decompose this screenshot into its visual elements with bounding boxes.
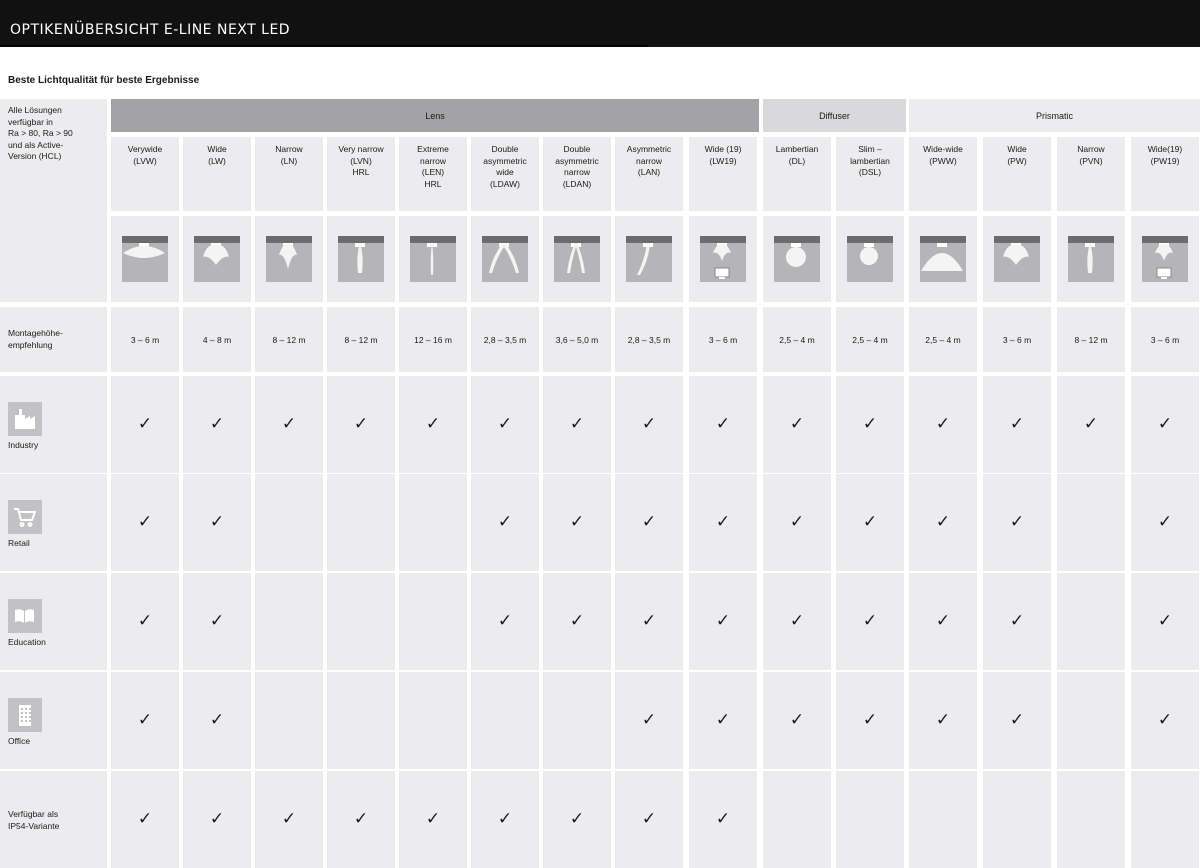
check-cell [689, 474, 757, 571]
row-label-text [8, 736, 30, 748]
checkmark-icon: ✓ [353, 413, 369, 433]
text-line: Ra > 80, Ra > 90 [8, 128, 73, 138]
row-label-text [8, 538, 30, 550]
mounting-height-value: 2,8 – 3,5 m [471, 307, 539, 372]
checkmark-icon: ✓ [1157, 413, 1173, 433]
check-cell [983, 573, 1051, 670]
group-header-prismatic: Prismatic [909, 99, 1200, 132]
check-cell [1057, 573, 1125, 670]
light-distribution-icon [409, 235, 457, 283]
light-distribution-icon [846, 235, 894, 283]
book-icon [8, 599, 42, 633]
checkmark-icon: ✓ [641, 511, 657, 531]
check-cell [763, 573, 831, 670]
text-line: und als Active- [8, 139, 64, 150]
check-cell [399, 474, 467, 571]
column-name-line: (LVN) [350, 155, 372, 166]
check-cell [255, 771, 323, 868]
column-name-line: Wide(19) [1147, 144, 1183, 154]
check-cell [543, 672, 611, 769]
optic-diagram-cell [983, 216, 1051, 302]
column-header-1 [183, 137, 251, 211]
row-label-text [8, 440, 38, 452]
column-name-line: Asymmetric [626, 144, 672, 154]
optic-diagram-cell [1131, 216, 1199, 302]
header-rule [0, 45, 648, 47]
optic-diagram-cell [689, 216, 757, 302]
checkmark-icon: ✓ [569, 511, 585, 531]
column-name-line: Wide [1007, 144, 1027, 154]
check-cell [909, 474, 977, 571]
light-distribution-icon [265, 235, 313, 283]
column-name-line: Wide-wide [923, 144, 963, 154]
column-name-line: HRL [424, 178, 442, 189]
column-name-line: (PVN) [1079, 155, 1103, 166]
column-name-line: (PWW) [929, 155, 957, 166]
checkmark-icon: ✓ [935, 511, 951, 531]
checkmark-icon: ✓ [789, 610, 805, 630]
check-cell [689, 376, 757, 473]
check-cell [615, 474, 683, 571]
row-label-4 [0, 771, 107, 868]
column-name-line: Slim – [858, 144, 882, 154]
column-name-line: Verywide [127, 144, 163, 154]
checkmark-icon: ✓ [641, 610, 657, 630]
check-cell [1131, 376, 1199, 473]
check-cell [615, 771, 683, 868]
checkmark-icon: ✓ [353, 808, 369, 828]
check-cell [543, 376, 611, 473]
check-cell [255, 376, 323, 473]
column-name-line: (LVW) [133, 155, 157, 166]
light-distribution-icon [121, 235, 169, 283]
column-header-0 [111, 137, 179, 211]
checkmark-icon: ✓ [641, 808, 657, 828]
text-line: empfehlung [8, 339, 53, 350]
checkmark-icon: ✓ [137, 511, 153, 531]
light-distribution-icon [773, 235, 821, 283]
check-cell [836, 474, 904, 571]
checkmark-icon: ✓ [425, 808, 441, 828]
page-subtitle: Beste Lichtqualität für beste Ergebnisse [8, 75, 200, 86]
check-cell [471, 771, 539, 868]
text-line: Version (HCL) [8, 151, 62, 161]
shopping-cart-icon [8, 500, 42, 534]
check-cell [111, 376, 179, 473]
light-distribution-icon [625, 235, 673, 283]
check-cell [836, 771, 904, 868]
mounting-height-value: 2,5 – 4 m [909, 307, 977, 372]
check-cell [183, 376, 251, 473]
check-cell [327, 376, 395, 473]
column-name-line: HRL [352, 167, 370, 177]
row-label-1 [0, 474, 107, 571]
light-distribution-icon [553, 235, 601, 283]
check-cell [763, 771, 831, 868]
check-cell [327, 672, 395, 769]
check-cell [183, 672, 251, 769]
check-cell [399, 376, 467, 473]
light-distribution-icon [481, 235, 529, 283]
check-cell [983, 771, 1051, 868]
column-name-line: asymmetric [555, 155, 599, 166]
column-name-line: (PW19) [1150, 155, 1180, 166]
column-header-13 [1057, 137, 1125, 211]
corner-note-cell [0, 99, 107, 302]
check-cell [1057, 376, 1125, 473]
checkmark-icon: ✓ [137, 610, 153, 630]
check-cell [909, 672, 977, 769]
check-cell [111, 672, 179, 769]
light-distribution-icon [699, 235, 747, 283]
check-cell [763, 376, 831, 473]
mounting-height-value: 8 – 12 m [1057, 307, 1125, 372]
check-cell [909, 771, 977, 868]
column-header-8 [689, 137, 757, 211]
check-cell [111, 771, 179, 868]
check-cell [399, 771, 467, 868]
checkmark-icon: ✓ [641, 413, 657, 433]
checkmark-icon: ✓ [497, 610, 513, 630]
check-cell [111, 573, 179, 670]
check-cell [1131, 672, 1199, 769]
checkmark-icon: ✓ [1157, 709, 1173, 729]
check-cell [255, 672, 323, 769]
checkmark-icon: ✓ [935, 610, 951, 630]
checkmark-icon: ✓ [1083, 413, 1099, 433]
check-cell [1131, 474, 1199, 571]
row-label-3 [0, 672, 107, 769]
check-cell [836, 573, 904, 670]
checkmark-icon: ✓ [715, 709, 731, 729]
checkmark-icon: ✓ [209, 709, 225, 729]
check-cell [836, 672, 904, 769]
check-cell [327, 771, 395, 868]
checkmark-icon: ✓ [209, 610, 225, 630]
check-cell [1131, 573, 1199, 670]
check-cell [909, 376, 977, 473]
column-header-7 [615, 137, 683, 211]
check-cell [983, 672, 1051, 769]
checkmark-icon: ✓ [137, 709, 153, 729]
check-cell [1057, 672, 1125, 769]
check-cell [689, 672, 757, 769]
column-name-line: (DL) [788, 155, 806, 166]
check-cell [543, 573, 611, 670]
light-distribution-icon [993, 235, 1041, 283]
optic-diagram-cell [183, 216, 251, 302]
optic-diagram-cell [615, 216, 683, 302]
checkmark-icon: ✓ [715, 808, 731, 828]
optic-diagram-cell [471, 216, 539, 302]
light-distribution-icon [1141, 235, 1189, 283]
column-header-12 [983, 137, 1051, 211]
checkmark-icon: ✓ [569, 413, 585, 433]
check-cell [763, 474, 831, 571]
mounting-height-value: 3 – 6 m [983, 307, 1051, 372]
column-name-line: Double [491, 144, 519, 154]
checkmark-icon: ✓ [425, 413, 441, 433]
check-cell [183, 573, 251, 670]
column-name-line: Very narrow [338, 144, 384, 154]
mounting-height-value: 2,5 – 4 m [836, 307, 904, 372]
column-name-line: (LDAN) [562, 178, 592, 189]
mounting-height-value: 2,8 – 3,5 m [615, 307, 683, 372]
optic-diagram-cell [909, 216, 977, 302]
column-name-line: Wide (19) [704, 144, 742, 154]
row-label-text [8, 637, 46, 649]
text-line: Office [8, 736, 31, 746]
check-cell [255, 573, 323, 670]
column-name-line: narrow [420, 155, 446, 166]
check-cell [327, 474, 395, 571]
check-cell [1057, 771, 1125, 868]
column-header-6 [543, 137, 611, 211]
column-name-line: Narrow [275, 144, 303, 154]
text-line: IP54-Variante [8, 820, 60, 831]
optic-diagram-cell [399, 216, 467, 302]
mounting-height-value: 3 – 6 m [689, 307, 757, 372]
checkmark-icon: ✓ [497, 413, 513, 433]
check-cell [111, 474, 179, 571]
check-cell [983, 376, 1051, 473]
mounting-height-value: 8 – 12 m [255, 307, 323, 372]
check-cell [399, 672, 467, 769]
column-name-line: (DSL) [858, 167, 882, 177]
mounting-height-value: 3,6 – 5,0 m [543, 307, 611, 372]
check-cell [543, 771, 611, 868]
column-name-line: (LDAW) [490, 178, 520, 189]
checkmark-icon: ✓ [569, 610, 585, 630]
check-cell [1057, 474, 1125, 571]
checkmark-icon: ✓ [715, 511, 731, 531]
column-name-line: (LAN) [637, 167, 661, 177]
column-name-line: asymmetric [483, 155, 527, 166]
column-name-line: (LW) [208, 155, 226, 166]
column-name-line: narrow [564, 167, 590, 177]
check-cell [471, 474, 539, 571]
checkmark-icon: ✓ [497, 511, 513, 531]
column-name-line: narrow [636, 155, 662, 166]
group-header-lens: Lens [111, 99, 759, 132]
check-cell [327, 573, 395, 670]
mounting-height-value: 12 – 16 m [399, 307, 467, 372]
checkmark-icon: ✓ [137, 808, 153, 828]
column-name-line: Wide [207, 144, 227, 154]
checkmark-icon: ✓ [281, 808, 297, 828]
check-cell [689, 771, 757, 868]
checkmark-icon: ✓ [1009, 511, 1025, 531]
text-line: Industry [8, 440, 39, 450]
check-cell [836, 376, 904, 473]
check-cell [471, 376, 539, 473]
checkmark-icon: ✓ [935, 709, 951, 729]
check-cell [615, 672, 683, 769]
text-line: Alle Lösungen [8, 105, 62, 115]
check-cell [689, 573, 757, 670]
column-header-14 [1131, 137, 1199, 211]
mounting-height-value: 3 – 6 m [111, 307, 179, 372]
check-cell [399, 573, 467, 670]
check-cell [471, 573, 539, 670]
checkmark-icon: ✓ [1157, 511, 1173, 531]
office-building-icon [8, 698, 42, 732]
checkmark-icon: ✓ [209, 413, 225, 433]
check-cell [615, 573, 683, 670]
column-name-line: (LW19) [709, 155, 737, 166]
optic-diagram-cell [543, 216, 611, 302]
header-bar [0, 0, 1200, 47]
checkmark-icon: ✓ [862, 610, 878, 630]
column-header-5 [471, 137, 539, 211]
column-name-line: (LN) [280, 155, 298, 166]
text-line: verfügbar in [8, 116, 53, 127]
light-distribution-icon [919, 235, 967, 283]
light-distribution-icon [193, 235, 241, 283]
column-name-line: Extreme [417, 144, 449, 154]
text-line: Verfügbar als [8, 809, 59, 819]
height-row-label [0, 307, 107, 372]
checkmark-icon: ✓ [862, 511, 878, 531]
optic-diagram-cell [111, 216, 179, 302]
checkmark-icon: ✓ [497, 808, 513, 828]
column-header-9 [763, 137, 831, 211]
column-name-line: (LEN) [421, 167, 445, 177]
optic-diagram-cell [1057, 216, 1125, 302]
check-cell [543, 474, 611, 571]
checkmark-icon: ✓ [1009, 413, 1025, 433]
page-title: OPTIKENÜBERSICHT E-LINE NEXT LED [10, 22, 291, 38]
column-name-line: lambertian [850, 155, 890, 166]
optic-diagram-cell [763, 216, 831, 302]
checkmark-icon: ✓ [1009, 709, 1025, 729]
column-name-line: (PW) [1007, 155, 1027, 166]
group-header-diffuser: Diffuser [763, 99, 906, 132]
column-header-4 [399, 137, 467, 211]
column-name-line: Lambertian [775, 144, 819, 154]
checkmark-icon: ✓ [209, 808, 225, 828]
checkmark-icon: ✓ [137, 413, 153, 433]
checkmark-icon: ✓ [935, 413, 951, 433]
check-cell [183, 474, 251, 571]
check-cell [909, 573, 977, 670]
checkmark-icon: ✓ [789, 413, 805, 433]
row-label-0 [0, 376, 107, 473]
check-cell [763, 672, 831, 769]
check-cell [983, 474, 1051, 571]
checkmark-icon: ✓ [789, 511, 805, 531]
checkmark-icon: ✓ [209, 511, 225, 531]
factory-icon [8, 402, 42, 436]
check-cell [615, 376, 683, 473]
column-name-line: Narrow [1077, 144, 1105, 154]
row-label-2 [0, 573, 107, 670]
checkmark-icon: ✓ [715, 610, 731, 630]
check-cell [183, 771, 251, 868]
column-header-3 [327, 137, 395, 211]
checkmark-icon: ✓ [715, 413, 731, 433]
checkmark-icon: ✓ [1009, 610, 1025, 630]
checkmark-icon: ✓ [1157, 610, 1173, 630]
checkmark-icon: ✓ [862, 413, 878, 433]
column-name-line: Double [563, 144, 591, 154]
checkmark-icon: ✓ [789, 709, 805, 729]
text-line: Retail [8, 538, 30, 548]
checkmark-icon: ✓ [641, 709, 657, 729]
checkmark-icon: ✓ [862, 709, 878, 729]
column-header-11 [909, 137, 977, 211]
mounting-height-value: 8 – 12 m [327, 307, 395, 372]
optic-diagram-cell [255, 216, 323, 302]
optic-diagram-cell [327, 216, 395, 302]
text-line: Education [8, 637, 46, 647]
column-header-2 [255, 137, 323, 211]
mounting-height-value: 4 – 8 m [183, 307, 251, 372]
column-header-10 [836, 137, 904, 211]
light-distribution-icon [337, 235, 385, 283]
column-name-line: wide [496, 167, 514, 177]
mounting-height-value: 3 – 6 m [1131, 307, 1199, 372]
optic-diagram-cell [836, 216, 904, 302]
light-distribution-icon [1067, 235, 1115, 283]
check-cell [255, 474, 323, 571]
checkmark-icon: ✓ [569, 808, 585, 828]
text-line: Montagehöhe- [8, 328, 63, 338]
checkmark-icon: ✓ [281, 413, 297, 433]
check-cell [1131, 771, 1199, 868]
check-cell [471, 672, 539, 769]
mounting-height-value: 2,5 – 4 m [763, 307, 831, 372]
